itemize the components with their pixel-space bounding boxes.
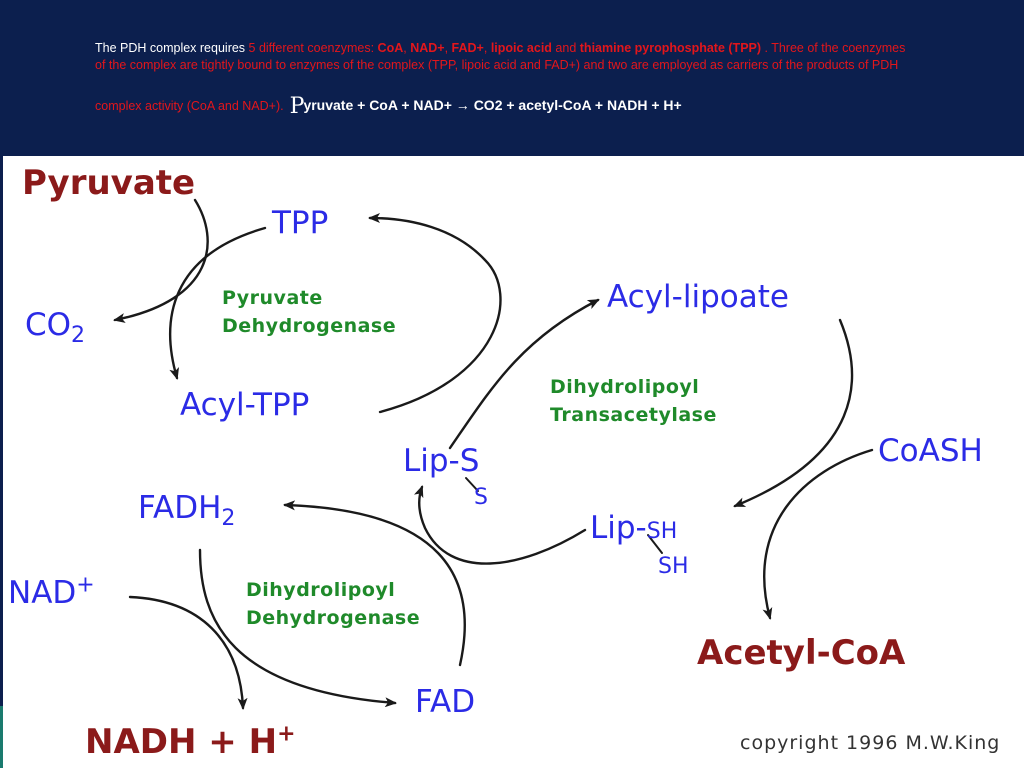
overall-equation: yruvate + CoA + NAD+ → CO2 + acetyl-CoA + NADH + H+	[303, 97, 682, 113]
co2-label	[25, 307, 86, 349]
header-line-1	[95, 40, 905, 57]
nadh-label	[85, 721, 296, 762]
acyl-lipoate-label: Acyl-lipoate	[607, 279, 789, 315]
header-comma: ,	[403, 41, 411, 55]
acetyl-coa-label: Acetyl-CoA	[697, 633, 906, 673]
header-tpp: thiamine pyrophosphate (TPP)	[579, 41, 762, 55]
dihydrolipoamide-label	[590, 510, 678, 546]
lipoamide-sulfur-label: S	[474, 485, 488, 510]
header-lipoic-acid: lipoic acid	[490, 41, 552, 55]
fadh2-label	[138, 490, 236, 532]
lipoamide-label: Lip-S	[403, 443, 480, 479]
slide-header	[0, 0, 1024, 156]
co2-subscript: 2	[71, 323, 86, 349]
enzyme-e1-line1: Pyruvate	[222, 287, 323, 309]
nadh-superscript: +	[277, 721, 296, 747]
enzyme-e2-line2: Transacetylase	[550, 404, 717, 426]
coash-to-acetyl-coa-arrow	[764, 450, 872, 618]
header-coa: CoA	[377, 41, 404, 55]
fad-label: FAD	[415, 684, 476, 720]
acyl-lipoate-to-dihydrolipoamide-arrow	[735, 320, 852, 506]
header-text-coenzymes: 5 different coenzymes:	[248, 41, 378, 55]
header-line-2: of the complex are tightly bound to enzymes of the complex (TPP, lipoic acid and FAD+) and two are employed as carriers of the products of PDH	[95, 58, 899, 72]
equation-initial: P	[289, 94, 305, 119]
copyright-notice: copyright 1996 M.W.King	[740, 732, 1001, 754]
dihydrolipoyl-dehydrogenase-enzyme	[246, 576, 420, 632]
pyruvate-dehydrogenase-enzyme	[222, 284, 396, 340]
header-and: and	[551, 41, 580, 55]
nad-plus-label	[8, 572, 95, 611]
enzyme-e1-line2: Dehydrogenase	[222, 315, 397, 337]
header-nad: NAD+	[410, 41, 445, 55]
header-text-carriers: complex activity (CoA and NAD+).	[95, 99, 284, 113]
fadh-text: FADH	[138, 490, 222, 526]
second-thiol-label: SH	[658, 554, 689, 579]
header-line-3	[95, 94, 682, 119]
enzyme-e3-line1: Dihydrolipoyl	[246, 579, 396, 601]
dihydrolipoyl-transacetylase-enzyme	[550, 373, 717, 429]
header-text-three: . Three of the coenzymes	[761, 41, 906, 55]
nad-superscript: +	[76, 572, 95, 598]
lip-text: Lip-	[590, 510, 647, 546]
pyruvate-label: Pyruvate	[22, 163, 196, 203]
fadh2-subscript: 2	[221, 506, 236, 532]
header-text-intro: The PDH complex requires	[95, 41, 249, 55]
nad-text: NAD	[8, 575, 77, 611]
acyl-tpp-label: Acyl-TPP	[180, 387, 310, 423]
header-fad: FAD+	[451, 41, 484, 55]
thiol-label: SH	[646, 519, 678, 544]
dihydrolipoamide-to-lipoamide-arrow	[419, 487, 585, 564]
pdh-reaction-diagram	[0, 156, 1024, 768]
coash-label: CoASH	[878, 433, 983, 469]
co2-text: CO	[25, 307, 72, 343]
tpp-label: TPP	[272, 205, 329, 241]
header-comma: ,	[483, 41, 491, 55]
enzyme-e2-line1: Dihydrolipoyl	[550, 376, 700, 398]
nad-to-nadh-arrow	[130, 597, 243, 708]
nadh-text: NADH + H	[85, 722, 278, 762]
header-comma: ,	[444, 41, 452, 55]
pyruvate-to-co2-arrow	[115, 200, 208, 320]
enzyme-e3-line2: Dehydrogenase	[246, 607, 421, 629]
